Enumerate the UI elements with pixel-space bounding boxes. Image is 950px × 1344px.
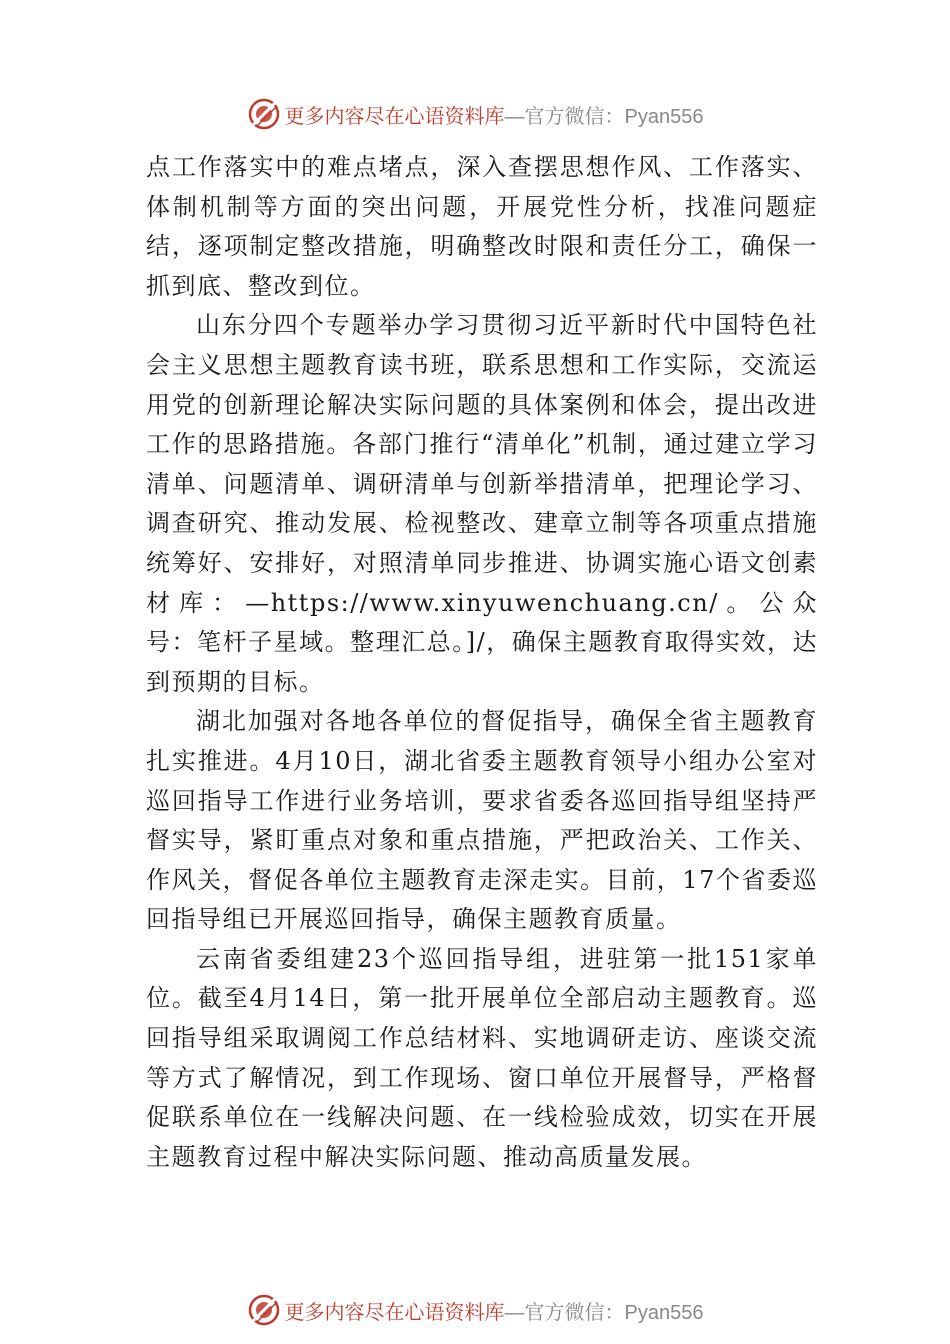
header-banner-wechat: —官方微信：Pyan556: [504, 105, 704, 128]
paragraph-3: 湖北加强对各地各单位的督促指导，确保全省主题教育扎实推进。4月10日，湖北省委主题教育领导小组办公室对巡回指导工作进行业务培训，要求省委各巡回指导组坚持严督实导，紧盯重点对象和重点措施，严把政治关、工作关、 作风关，督促各单位主题教育走深走实。目前，17个省委巡回指导组已开展巡回指导，确保主题教育质量。: [146, 707, 818, 934]
footer-banner-wechat: —官方微信：Pyan556: [504, 1301, 704, 1324]
paragraph-2: 山东分四个专题举办学习贯彻习近平新时代中国特色社会主义思想主题教育读书班，联系思想和工作实际，交流运用党的创新理论解决实际问题的具体案例和体会，提出改进工作的思路措施。各部门推行“清单化”机制，通过建立学习清单、问题清单、调研清单与创新举措清单，把理论学习、调查研究、推动发展、检视整改、建章立制等各项重点措施统筹好、安排好，对照清单同步推进、协调实施心语文创素材库：—https://www.xinyuwenchuang.cn/。公众号：笔杆子星域。整理汇总。]/，确保主题教育取得实效，达到预期的目标。: [146, 311, 818, 696]
seal-logo-icon: [247, 1293, 281, 1327]
header-banner: [0, 92, 950, 136]
footer-banner-title: 更多内容尽在心语资料库: [284, 1299, 505, 1324]
header-banner-title: 更多内容尽在心语资料库: [284, 103, 505, 128]
footer-banner: [0, 1288, 950, 1332]
paragraph-1: 点工作落实中的难点堵点，深入查摆思想作风、工作落实、 体制机制等方面的突出问题，开展党性分析，找准问题症结，逐项制定整改措施，明确整改时限和责任分工，确保一抓到底、整改到位。: [146, 153, 818, 300]
seal-logo-icon: [247, 97, 281, 131]
document-body: [146, 148, 818, 1177]
paragraph-4: 云南省委组建23个巡回指导组，进驻第一批151家单位。截至4月14日，第一批开展单位全部启动主题教育。巡回指导组采取调阅工作总结材料、实地调研走访、座谈交流等方式了解情况，到工作现场、窗口单位开展督导，严格督促联系单位在一线解决问题、在一线检验成效，切实在开展主题教育过程中解决实际问题、推动高质量发展。: [146, 944, 818, 1171]
